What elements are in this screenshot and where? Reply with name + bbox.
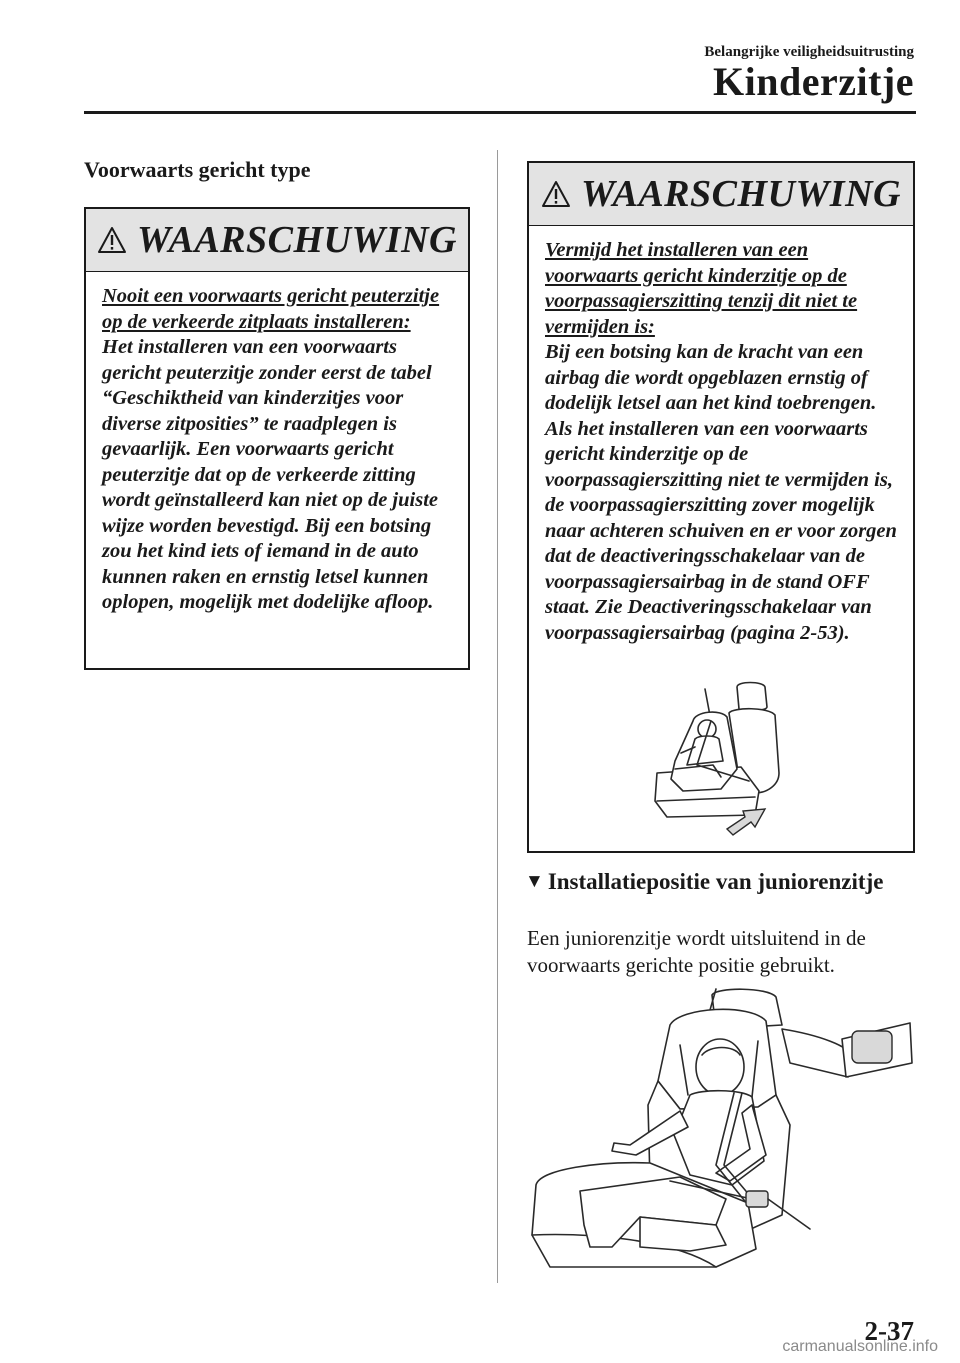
running-header-title: Kinderzitje	[713, 59, 914, 104]
junior-seat-illustration	[520, 985, 915, 1270]
warning-title: WAARSCHUWING	[137, 219, 457, 261]
warning-triangle-icon	[97, 226, 127, 254]
warning-lead: Vermijd het installeren van een voorwaarts gericht kinderzitje op de voorpassagierszitting tenzij dit niet te vermijden is:	[545, 239, 858, 338]
warning-box-right	[527, 161, 915, 853]
child-seat-on-passenger-seat-illustration	[637, 681, 787, 841]
header-rule	[84, 111, 916, 114]
body-paragraph: Een juniorenzitje wordt uitsluitend in de voorwaarts gerichte positie gebruikt.	[527, 926, 866, 977]
warning-box-left	[84, 207, 470, 670]
warning-text: Het installeren van een voorwaarts gericht peuterzitje zonder eerst de tabel “Geschiktheid van kinderzitjes voor diverse zitposities” te raadplegen is gevaarlijk. Een voorwaarts gericht peuterzitje dat op de verkeerde zitting wordt geïnstalleerd kan niet op de juiste wijze worden bevestigd. Bij een botsing zou het kind iets of iemand in de auto kunnen raken en ernstig letsel kunnen oplopen, mogelijk met dodelijke afloop.	[102, 336, 438, 613]
warning-triangle-icon	[541, 180, 571, 208]
warning-body	[86, 272, 468, 616]
section-heading-junior-seat	[525, 869, 883, 895]
section-heading-text: Installatiepositie van juniorenzitje	[547, 869, 884, 894]
watermark: carmanualsonline.info	[782, 1338, 938, 1355]
warning-body	[529, 226, 913, 646]
column-divider	[497, 150, 498, 1283]
page-number: 2-37	[864, 1316, 914, 1346]
subheading-forward-facing: Voorwaarts gericht type	[84, 157, 311, 182]
warning-header	[86, 209, 468, 272]
warning-header	[529, 163, 913, 226]
warning-lead: Nooit een voorwaarts gericht peuterzitje op de verkeerde zitplaats installeren:	[102, 285, 440, 333]
running-header-section: Belangrijke veiligheidsuitrusting	[704, 44, 914, 60]
warning-text: Bij een botsing kan de kracht van een airbag die wordt opgeblazen ernstig of dodelijk letsel aan het kind toebrengen. Als het installeren van een voorwaarts gericht kinderzitje op de voorpassagierszitting niet te vermijden is, de voorpassagierszitting zover mogelijk naar achteren schuiven en er voor zorgen dat de deactiveringsschakelaar van de voorpassagiersairbag in de stand OFF staat. Zie Deactiveringsschakelaar van voorpassagiersairbag (pagina 2-53).	[545, 341, 897, 644]
section-triangle-icon: ▼	[525, 871, 544, 892]
warning-title: WAARSCHUWING	[581, 173, 901, 215]
